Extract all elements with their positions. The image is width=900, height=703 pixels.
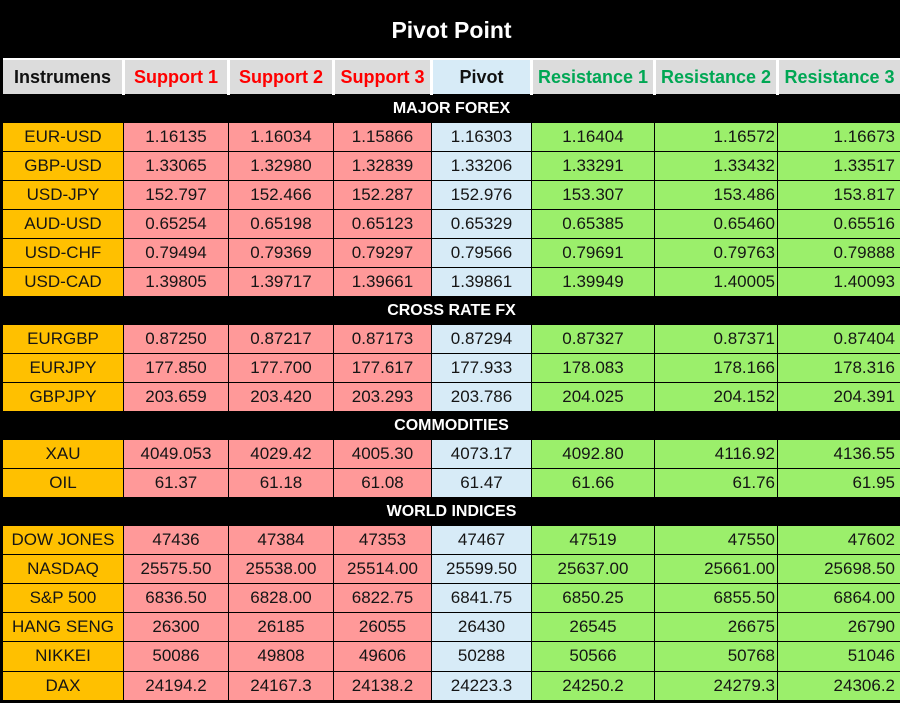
table-row: [2, 613, 900, 642]
instrument-cell: GBP-USD: [2, 152, 124, 181]
value-cell: 61.76: [655, 469, 778, 498]
col-header-resistance-2: Resistance 2: [655, 59, 778, 95]
value-cell: 26545: [532, 613, 655, 642]
value-cell: 47384: [229, 526, 334, 555]
value-cell: 25661.00: [655, 555, 778, 584]
value-cell: 1.16404: [532, 123, 655, 152]
section-header-label: WORLD INDICES: [2, 498, 900, 526]
table-row: [2, 181, 900, 210]
section-header-label: MAJOR FOREX: [2, 95, 900, 123]
table-row: [2, 469, 900, 498]
value-cell: 24306.2: [778, 671, 900, 702]
instrument-cell: S&P 500: [2, 584, 124, 613]
value-cell: 26300: [124, 613, 229, 642]
value-cell: 47602: [778, 526, 900, 555]
col-header-resistance-1: Resistance 1: [532, 59, 655, 95]
value-cell: 51046: [778, 642, 900, 671]
value-cell: 0.87173: [334, 325, 432, 354]
value-cell: 0.87217: [229, 325, 334, 354]
value-cell: 0.65123: [334, 210, 432, 239]
value-cell: 0.79691: [532, 239, 655, 268]
table-row: [2, 152, 900, 181]
value-cell: 25637.00: [532, 555, 655, 584]
section-header-label: COMMODITIES: [2, 412, 900, 440]
value-cell: 4136.55: [778, 440, 900, 469]
instrument-cell: EURGBP: [2, 325, 124, 354]
table-row: [2, 671, 900, 702]
value-cell: 152.797: [124, 181, 229, 210]
value-cell: 177.850: [124, 354, 229, 383]
value-cell: 24279.3: [655, 671, 778, 702]
value-cell: 25514.00: [334, 555, 432, 584]
instrument-cell: HANG SENG: [2, 613, 124, 642]
col-header-support-2: Support 2: [229, 59, 334, 95]
section-band: [2, 95, 900, 123]
col-header-support-1: Support 1: [124, 59, 229, 95]
value-cell: 49606: [334, 642, 432, 671]
value-cell: 1.40005: [655, 268, 778, 297]
value-cell: 1.39805: [124, 268, 229, 297]
instrument-cell: DOW JONES: [2, 526, 124, 555]
value-cell: 203.293: [334, 383, 432, 412]
value-cell: 1.16572: [655, 123, 778, 152]
value-cell: 204.152: [655, 383, 778, 412]
value-cell: 26430: [432, 613, 532, 642]
value-cell: 177.617: [334, 354, 432, 383]
col-header-resistance-3: Resistance 3: [778, 59, 900, 95]
value-cell: 153.817: [778, 181, 900, 210]
value-cell: 1.15866: [334, 123, 432, 152]
instrument-cell: AUD-USD: [2, 210, 124, 239]
value-cell: 1.16034: [229, 123, 334, 152]
instrument-cell: OIL: [2, 469, 124, 498]
value-cell: 24250.2: [532, 671, 655, 702]
table-row: [2, 526, 900, 555]
value-cell: 47353: [334, 526, 432, 555]
value-cell: 50768: [655, 642, 778, 671]
value-cell: 0.79297: [334, 239, 432, 268]
value-cell: 6841.75: [432, 584, 532, 613]
page-title: Pivot Point: [2, 2, 900, 60]
column-header-row: [2, 59, 900, 95]
value-cell: 1.40093: [778, 268, 900, 297]
value-cell: 1.39717: [229, 268, 334, 297]
value-cell: 61.08: [334, 469, 432, 498]
instrument-cell: GBPJPY: [2, 383, 124, 412]
title-bar: [2, 2, 900, 60]
value-cell: 0.79494: [124, 239, 229, 268]
value-cell: 0.87250: [124, 325, 229, 354]
value-cell: 1.33206: [432, 152, 532, 181]
table-row: [2, 642, 900, 671]
value-cell: 24223.3: [432, 671, 532, 702]
value-cell: 6828.00: [229, 584, 334, 613]
value-cell: 0.65385: [532, 210, 655, 239]
value-cell: 178.166: [655, 354, 778, 383]
value-cell: 1.33517: [778, 152, 900, 181]
value-cell: 1.32980: [229, 152, 334, 181]
section-header-label: CROSS RATE FX: [2, 297, 900, 325]
value-cell: 4116.92: [655, 440, 778, 469]
value-cell: 25599.50: [432, 555, 532, 584]
value-cell: 177.700: [229, 354, 334, 383]
table-row: [2, 555, 900, 584]
col-header-pivot: Pivot: [432, 59, 532, 95]
value-cell: 49808: [229, 642, 334, 671]
value-cell: 4049.053: [124, 440, 229, 469]
instrument-cell: DAX: [2, 671, 124, 702]
value-cell: 177.933: [432, 354, 532, 383]
value-cell: 0.87404: [778, 325, 900, 354]
value-cell: 0.65198: [229, 210, 334, 239]
instrument-cell: EURJPY: [2, 354, 124, 383]
section-band: [2, 498, 900, 526]
value-cell: 26055: [334, 613, 432, 642]
value-cell: 0.79888: [778, 239, 900, 268]
value-cell: 47519: [532, 526, 655, 555]
value-cell: 6836.50: [124, 584, 229, 613]
value-cell: 6850.25: [532, 584, 655, 613]
value-cell: 6855.50: [655, 584, 778, 613]
value-cell: 6864.00: [778, 584, 900, 613]
value-cell: 4073.17: [432, 440, 532, 469]
value-cell: 26675: [655, 613, 778, 642]
table-row: [2, 239, 900, 268]
value-cell: 178.316: [778, 354, 900, 383]
value-cell: 6822.75: [334, 584, 432, 613]
value-cell: 61.95: [778, 469, 900, 498]
value-cell: 25538.00: [229, 555, 334, 584]
table-body: [2, 95, 900, 702]
value-cell: 203.659: [124, 383, 229, 412]
instrument-cell: NASDAQ: [2, 555, 124, 584]
value-cell: 1.33065: [124, 152, 229, 181]
table-row: [2, 123, 900, 152]
value-cell: 0.79369: [229, 239, 334, 268]
value-cell: 0.65516: [778, 210, 900, 239]
value-cell: 24167.3: [229, 671, 334, 702]
instrument-cell: XAU: [2, 440, 124, 469]
table-row: [2, 440, 900, 469]
value-cell: 4092.80: [532, 440, 655, 469]
value-cell: 1.33432: [655, 152, 778, 181]
value-cell: 203.420: [229, 383, 334, 412]
value-cell: 47467: [432, 526, 532, 555]
value-cell: 0.79566: [432, 239, 532, 268]
value-cell: 204.391: [778, 383, 900, 412]
col-header-instruments: Instrumens: [2, 59, 124, 95]
value-cell: 1.33291: [532, 152, 655, 181]
value-cell: 0.65460: [655, 210, 778, 239]
value-cell: 204.025: [532, 383, 655, 412]
instrument-cell: USD-CHF: [2, 239, 124, 268]
value-cell: 47550: [655, 526, 778, 555]
value-cell: 203.786: [432, 383, 532, 412]
value-cell: 24138.2: [334, 671, 432, 702]
value-cell: 24194.2: [124, 671, 229, 702]
value-cell: 4005.30: [334, 440, 432, 469]
value-cell: 50086: [124, 642, 229, 671]
table-row: [2, 325, 900, 354]
instrument-cell: USD-CAD: [2, 268, 124, 297]
value-cell: 0.65329: [432, 210, 532, 239]
value-cell: 1.32839: [334, 152, 432, 181]
value-cell: 1.16303: [432, 123, 532, 152]
table-row: [2, 268, 900, 297]
value-cell: 26185: [229, 613, 334, 642]
value-cell: 61.37: [124, 469, 229, 498]
value-cell: 178.083: [532, 354, 655, 383]
value-cell: 1.16673: [778, 123, 900, 152]
instrument-cell: EUR-USD: [2, 123, 124, 152]
instrument-cell: USD-JPY: [2, 181, 124, 210]
value-cell: 50288: [432, 642, 532, 671]
instrument-cell: NIKKEI: [2, 642, 124, 671]
value-cell: 26790: [778, 613, 900, 642]
value-cell: 153.486: [655, 181, 778, 210]
value-cell: 47436: [124, 526, 229, 555]
value-cell: 153.307: [532, 181, 655, 210]
value-cell: 0.87371: [655, 325, 778, 354]
value-cell: 61.47: [432, 469, 532, 498]
value-cell: 0.87327: [532, 325, 655, 354]
value-cell: 152.466: [229, 181, 334, 210]
value-cell: 1.16135: [124, 123, 229, 152]
value-cell: 152.976: [432, 181, 532, 210]
table-row: [2, 383, 900, 412]
value-cell: 1.39661: [334, 268, 432, 297]
value-cell: 25575.50: [124, 555, 229, 584]
value-cell: 0.79763: [655, 239, 778, 268]
value-cell: 4029.42: [229, 440, 334, 469]
value-cell: 50566: [532, 642, 655, 671]
value-cell: 0.65254: [124, 210, 229, 239]
col-header-support-3: Support 3: [334, 59, 432, 95]
section-band: [2, 297, 900, 325]
value-cell: 61.18: [229, 469, 334, 498]
value-cell: 25698.50: [778, 555, 900, 584]
value-cell: 0.87294: [432, 325, 532, 354]
section-band: [2, 412, 900, 440]
value-cell: 61.66: [532, 469, 655, 498]
value-cell: 1.39861: [432, 268, 532, 297]
table-row: [2, 354, 900, 383]
table-row: [2, 584, 900, 613]
value-cell: 1.39949: [532, 268, 655, 297]
table-row: [2, 210, 900, 239]
value-cell: 152.287: [334, 181, 432, 210]
